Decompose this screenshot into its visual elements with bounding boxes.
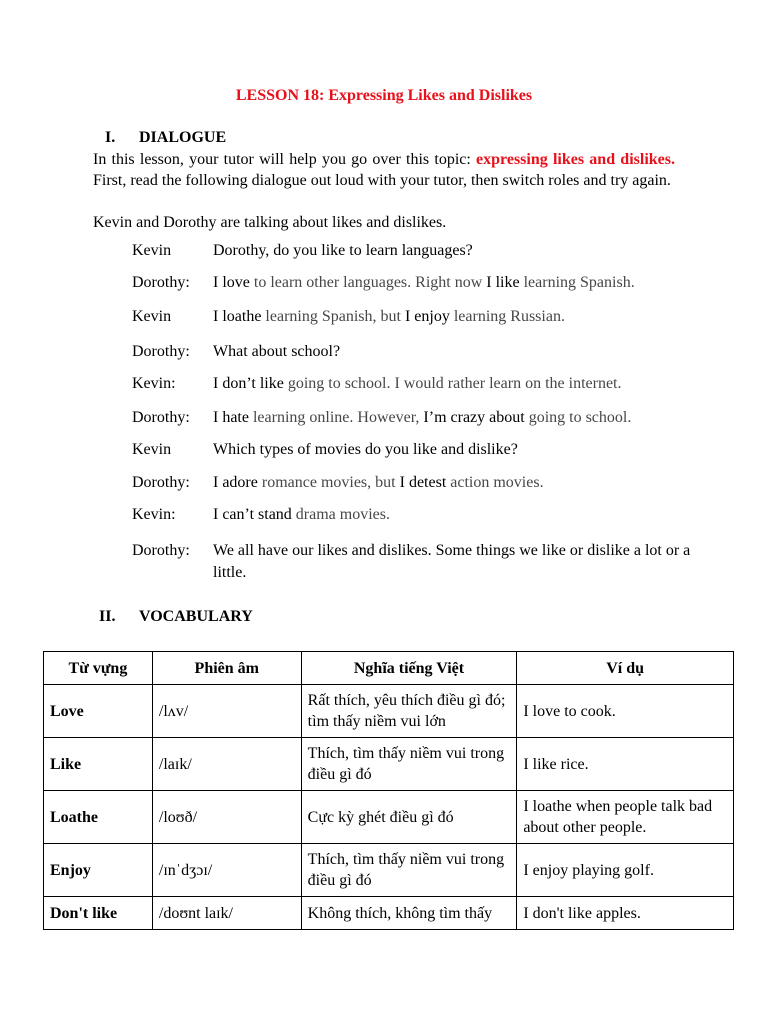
- expression-phrase: I adore: [213, 474, 258, 491]
- expression-phrase: We all have our likes and dislikes. Some things we like or dislike a lot or a little.: [213, 542, 691, 581]
- lesson-title: LESSON 18: Expressing Likes and Dislikes: [235, 87, 533, 104]
- dialogue-text: [213, 341, 713, 363]
- header-example: Ví dụ: [517, 652, 734, 685]
- expression-phrase: I love: [213, 274, 250, 291]
- speaker-name: Kevin: [132, 242, 172, 259]
- header-ipa: Phiên âm: [152, 652, 301, 685]
- expression-phrase: I can’t stand: [213, 506, 292, 523]
- intro-highlight: expressing likes and dislikes.: [476, 151, 675, 168]
- dialogue-phrase: going to school. I would rather learn on the internet.: [283, 375, 622, 392]
- dialogue-phrase: learning Spanish.: [519, 274, 635, 291]
- vocabulary-table: [43, 651, 734, 930]
- dialogue-text: [213, 472, 713, 494]
- dialogue-text: [213, 272, 713, 294]
- speaker-name: Kevin: [132, 308, 172, 325]
- cell-meaning: Không thích, không tìm thấy: [301, 897, 517, 930]
- expression-phrase: Which types of movies do you like and dislike?: [213, 441, 518, 458]
- cell-ipa: /doʊnt laɪk/: [152, 897, 301, 930]
- intro-text: In this lesson, your tutor will help you go over this topic:: [93, 151, 477, 168]
- dialogue-text: [213, 407, 713, 429]
- dialogue-phrase: learning Russian.: [449, 308, 565, 325]
- section-vocabulary-heading: [99, 608, 253, 626]
- dialogue-phrase: action movies.: [446, 474, 544, 491]
- intro-context-line: Kevin and Dorothy are talking about likes and dislikes.: [93, 214, 447, 231]
- speaker-name: Kevin:: [132, 375, 176, 392]
- dialogue-phrase: romance movies, but: [257, 474, 400, 491]
- expression-phrase: I detest: [399, 474, 447, 491]
- dialogue-text: [213, 439, 713, 461]
- table-row: [44, 844, 734, 897]
- dialogue-phrase: learning online. However,: [248, 409, 424, 426]
- cell-ipa: /lʌv/: [152, 685, 301, 738]
- expression-phrase: I loathe: [213, 308, 262, 325]
- header-meaning: Nghĩa tiếng Việt: [301, 652, 517, 685]
- speaker-name: Dorothy:: [132, 409, 190, 426]
- speaker-name: Dorothy:: [132, 274, 190, 291]
- section-number: II.: [99, 608, 116, 625]
- expression-phrase: Dorothy, do you like to learn languages?: [213, 242, 473, 259]
- cell-example: I loathe when people talk bad about other people.: [517, 791, 734, 844]
- cell-word: Love: [44, 685, 153, 738]
- expression-phrase: I’m crazy about: [423, 409, 525, 426]
- expression-phrase: I hate: [213, 409, 249, 426]
- cell-word: Like: [44, 738, 153, 791]
- cell-meaning: Cực kỳ ghét điều gì đó: [301, 791, 517, 844]
- cell-meaning: Rất thích, yêu thích điều gì đó; tìm thấy niềm vui lớn: [301, 685, 517, 738]
- cell-ipa: /ɪnˈdʒɔɪ/: [152, 844, 301, 897]
- cell-ipa: /laɪk/: [152, 738, 301, 791]
- table-row: [44, 685, 734, 738]
- cell-example: I enjoy playing golf.: [517, 844, 734, 897]
- cell-meaning: Thích, tìm thấy niềm vui trong điều gì đó: [301, 844, 517, 897]
- expression-phrase: I enjoy: [404, 308, 450, 325]
- dialogue-phrase: learning Spanish, but: [261, 308, 405, 325]
- intro-paragraph: [93, 149, 675, 191]
- section-title: DIALOGUE: [139, 129, 227, 146]
- speaker-name: Dorothy:: [132, 343, 190, 360]
- cell-example: I like rice.: [517, 738, 734, 791]
- table-row: [44, 791, 734, 844]
- dialogue-phrase: drama movies.: [291, 506, 390, 523]
- header-word: Từ vựng: [44, 652, 153, 685]
- speaker-name: Dorothy:: [132, 542, 190, 559]
- cell-example: I love to cook.: [517, 685, 734, 738]
- table-header-row: [44, 652, 734, 685]
- dialogue-text: [213, 540, 713, 584]
- expression-phrase: What about school?: [213, 343, 341, 360]
- dialogue-text: [213, 306, 713, 328]
- section-number: I.: [105, 129, 116, 146]
- table-row: [44, 897, 734, 930]
- cell-word: Loathe: [44, 791, 153, 844]
- dialogue-phrase: going to school.: [524, 409, 632, 426]
- cell-ipa: /loʊð/: [152, 791, 301, 844]
- dialogue-text: [213, 504, 713, 526]
- section-title: VOCABULARY: [139, 608, 253, 625]
- dialogue-phrase: to learn other languages. Right now: [249, 274, 487, 291]
- section-dialogue-heading: [105, 129, 226, 147]
- dialogue-text: [213, 373, 713, 395]
- cell-meaning: Thích, tìm thấy niềm vui trong điều gì đó: [301, 738, 517, 791]
- speaker-name: Kevin: [132, 441, 172, 458]
- expression-phrase: I like: [486, 274, 520, 291]
- cell-word: Enjoy: [44, 844, 153, 897]
- expression-phrase: I don’t like: [213, 375, 284, 392]
- dialogue-text: [213, 240, 713, 262]
- table-row: [44, 738, 734, 791]
- speaker-name: Kevin:: [132, 506, 176, 523]
- cell-example: I don't like apples.: [517, 897, 734, 930]
- cell-word: Don't like: [44, 897, 153, 930]
- speaker-name: Dorothy:: [132, 474, 190, 491]
- intro-text-continued: First, read the following dialogue out loud with your tutor, then switch roles and try again.: [93, 172, 671, 189]
